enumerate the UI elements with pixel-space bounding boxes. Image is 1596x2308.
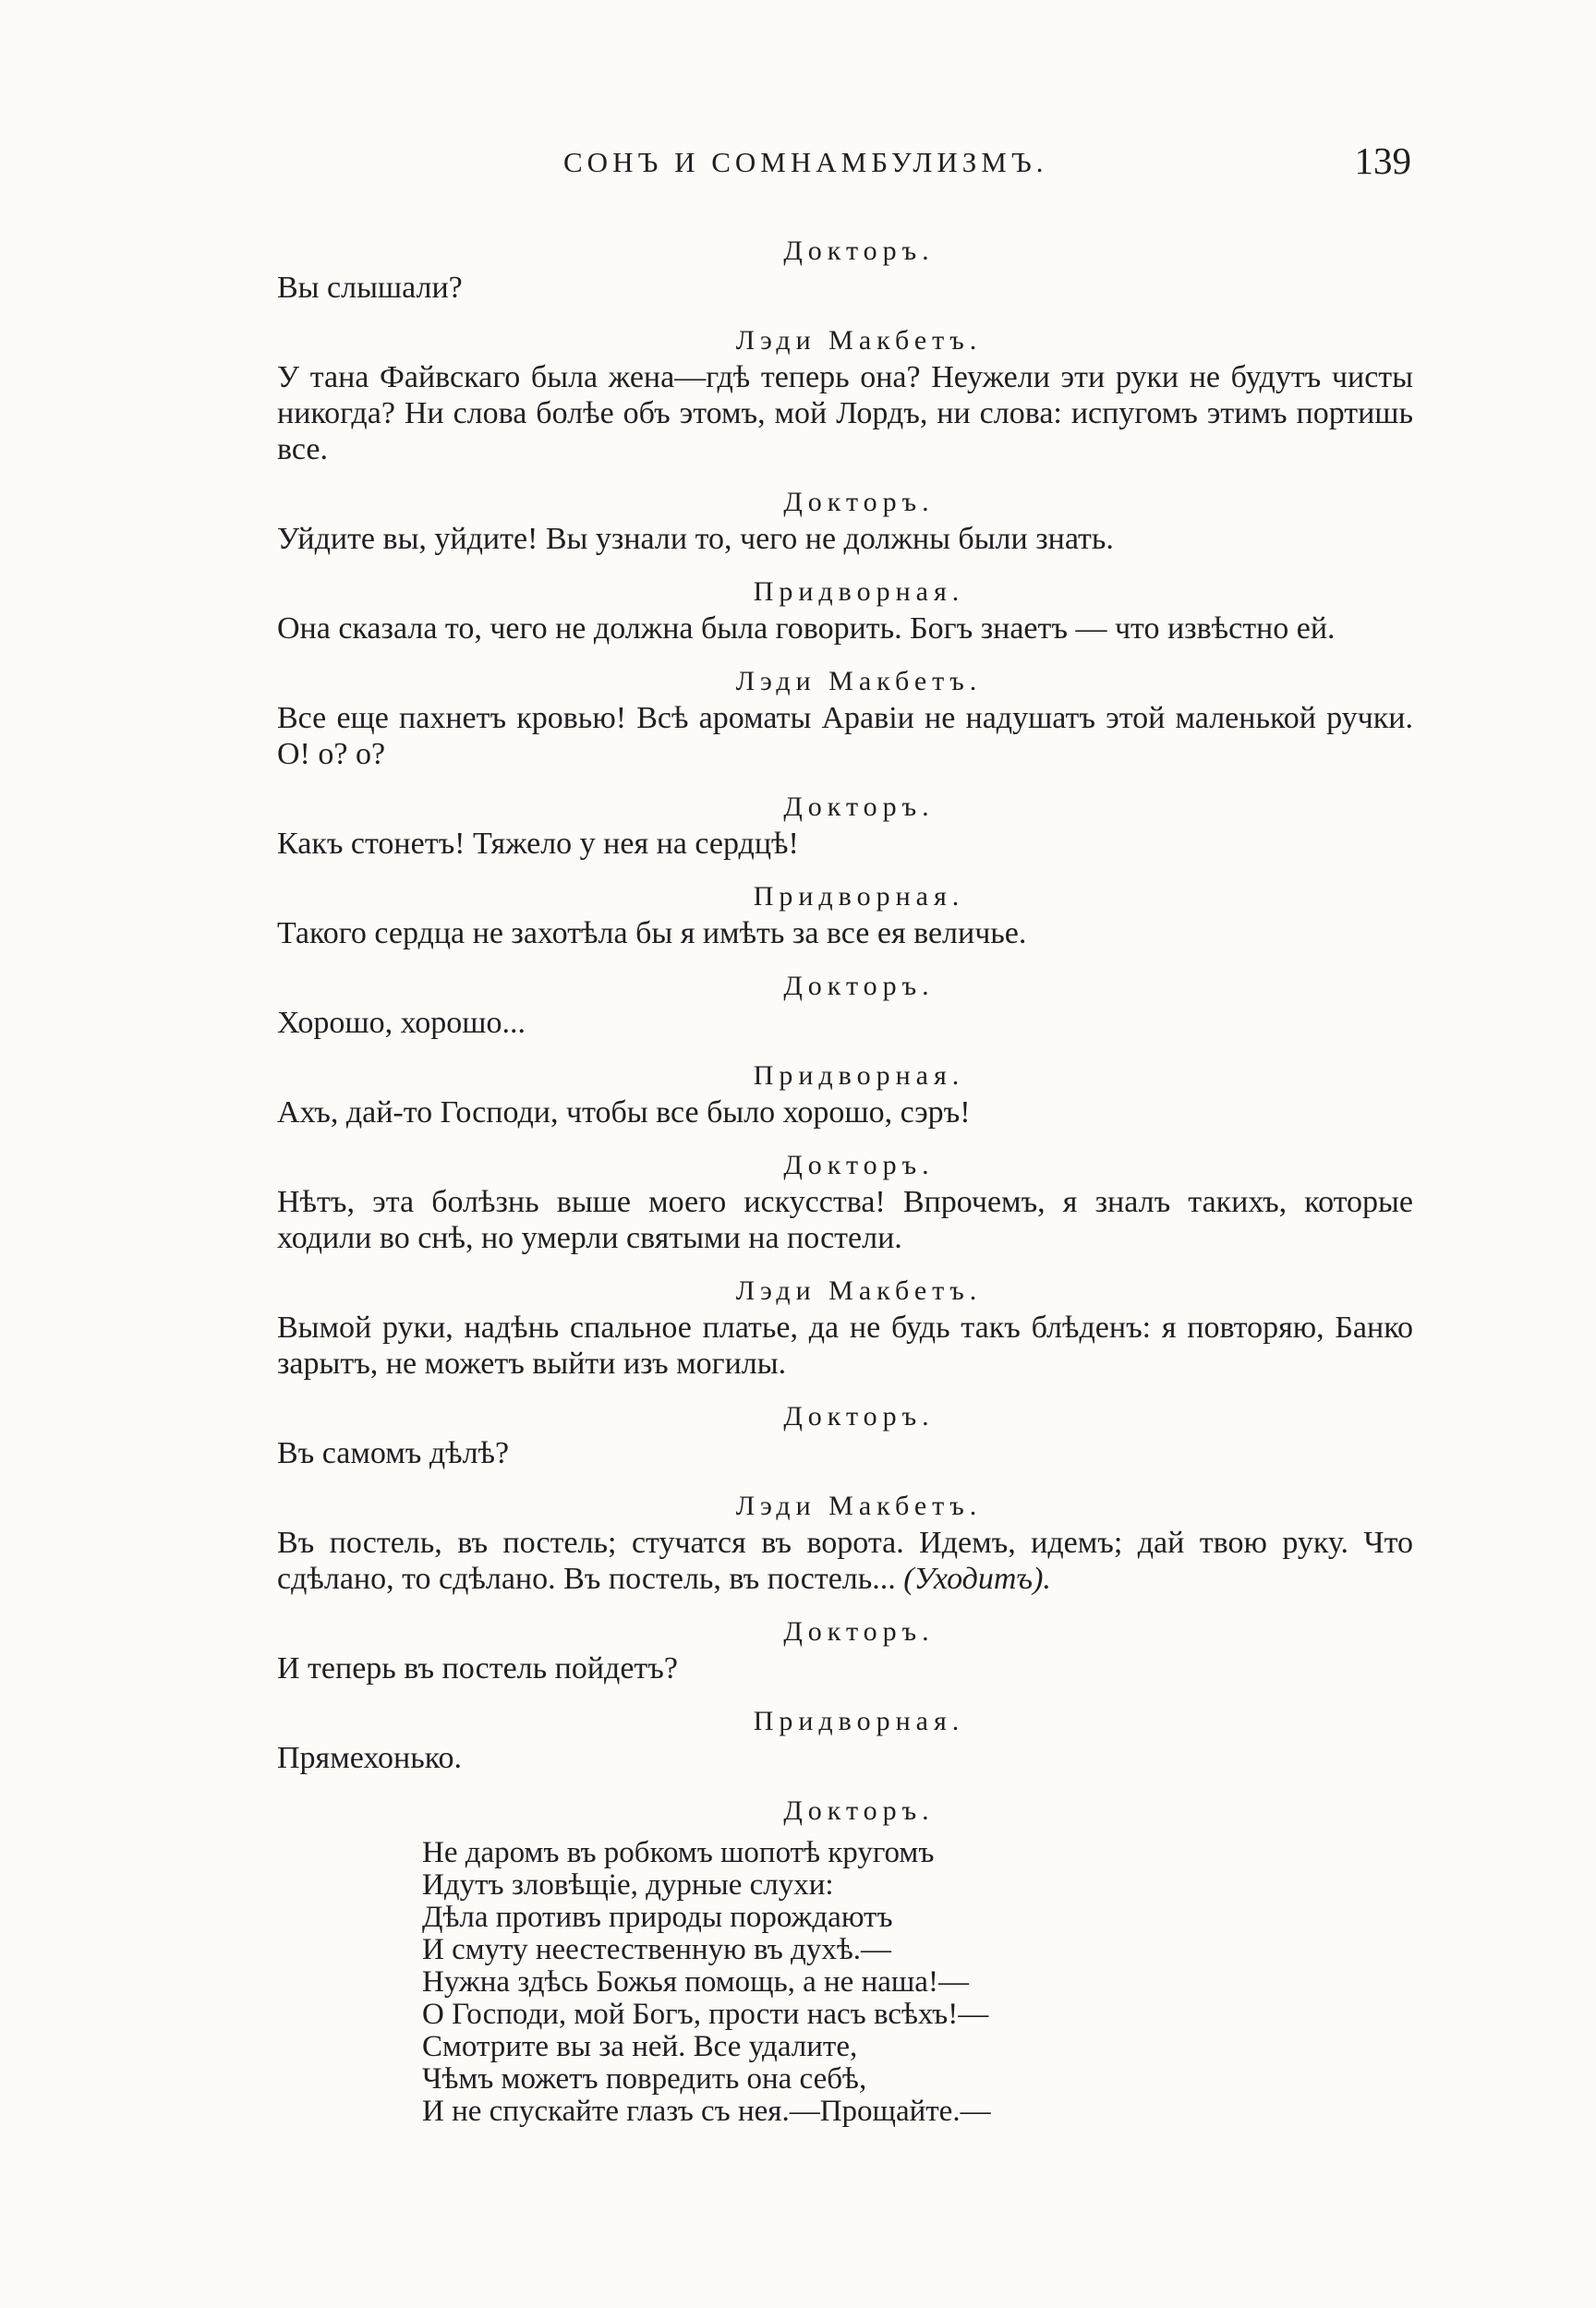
speaker-name: Докторъ. bbox=[783, 236, 935, 266]
speaker-name: Придворная. bbox=[753, 576, 965, 607]
speaker-name: Докторъ. bbox=[783, 1795, 935, 1826]
speech-line: Въ самомъ дѣлѣ? bbox=[277, 1436, 510, 1470]
verse-line: Идутъ зловѣщіе, дурные слухи: bbox=[422, 1868, 834, 1902]
verse-line: Дѣла противъ природы порождаютъ bbox=[422, 1901, 893, 1934]
dialogue-block bbox=[277, 1057, 1413, 1130]
dialogue-block bbox=[277, 1398, 1413, 1471]
speech-line: Вы слышали? bbox=[277, 271, 463, 305]
dialogue-block bbox=[277, 968, 1413, 1041]
speech-line: Хорошо, хорошо... bbox=[277, 1006, 526, 1040]
dialogue-block bbox=[277, 1613, 1413, 1686]
speech-text bbox=[277, 1005, 1413, 1041]
speech-text bbox=[277, 1435, 1413, 1471]
running-title: СОНЪ И СОМНАМБУЛИЗМЪ. bbox=[563, 146, 1048, 178]
speaker-name: Докторъ. bbox=[783, 1616, 935, 1647]
verse-line: И смуту неестественную въ духѣ.— bbox=[422, 1933, 892, 1966]
dialogue-block bbox=[277, 322, 1413, 467]
page-body bbox=[277, 233, 1413, 2128]
speech-line: Все еще пахнетъ кровью! Всѣ ароматы Аравіи не надушатъ этой маленькой ручки. О! о? о? bbox=[277, 701, 1413, 771]
speech-text bbox=[277, 270, 1413, 306]
speech-text bbox=[277, 1740, 1413, 1776]
verse-line: Нужна здѣсь Божья помощь, а не наша!— bbox=[422, 1965, 969, 1999]
speech-text bbox=[277, 1184, 1413, 1256]
speech-text bbox=[277, 359, 1413, 467]
verse-line: Смотрите вы за ней. Все удалите, bbox=[422, 2030, 858, 2063]
dialogue bbox=[277, 233, 1413, 1776]
speech-text bbox=[277, 1094, 1413, 1130]
speech-line: Какъ стонетъ! Тяжело у нея на сердцѣ! bbox=[277, 827, 799, 861]
page-number: 139 bbox=[1354, 139, 1411, 182]
dialogue-block bbox=[277, 789, 1413, 862]
dialogue-block bbox=[277, 1273, 1413, 1382]
speech-text bbox=[277, 521, 1413, 557]
speaker-name: Придворная. bbox=[753, 1706, 965, 1736]
dialogue-block bbox=[277, 233, 1413, 306]
speech-line: Уйдите вы, уйдите! Вы узнали то, чего не должны были знать. bbox=[277, 522, 1114, 556]
verse-line: Не даромъ въ робкомъ шопотѣ кругомъ bbox=[422, 1836, 935, 1869]
speaker-name: Придворная. bbox=[753, 1060, 965, 1091]
speech-text bbox=[277, 700, 1413, 772]
speaker-name: Лэди Макбетъ. bbox=[735, 1275, 983, 1306]
stage-direction: (Уходитъ). bbox=[903, 1562, 1051, 1596]
verse-line: Чѣмъ можетъ повредить она себѣ, bbox=[422, 2062, 867, 2096]
speech-line: Въ постель, въ постель; стучатся въ ворота. Идемъ, идемъ; дай твою руку. Что сдѣлано, то сдѣлано. Въ постель, въ постель... bbox=[277, 1526, 1413, 1596]
speaker-name: Лэди Макбетъ. bbox=[735, 1491, 983, 1521]
speech-text bbox=[277, 1525, 1413, 1597]
dialogue-block bbox=[277, 574, 1413, 646]
speech-text bbox=[277, 610, 1413, 646]
speaker-name: Докторъ. bbox=[783, 487, 935, 517]
dialogue-block bbox=[277, 1488, 1413, 1597]
speech-text bbox=[277, 826, 1413, 862]
speaker-name: Докторъ. bbox=[783, 1150, 935, 1180]
dialogue-block bbox=[277, 878, 1413, 951]
speech-text bbox=[277, 1310, 1413, 1382]
speech-line: Такого сердца не захотѣла бы я имѣть за все ея величье. bbox=[277, 916, 1027, 950]
speaker-name: Докторъ. bbox=[783, 971, 935, 1001]
dialogue-block bbox=[277, 663, 1413, 772]
speaker-name: Придворная. bbox=[753, 881, 965, 912]
speaker-name: Лэди Макбетъ. bbox=[735, 325, 983, 356]
speech-text bbox=[277, 1650, 1413, 1686]
speech-line: Вымой руки, надѣнь спальное платье, да не будь такъ блѣденъ: я повторяю, Банко зарытъ, не можетъ выйти изъ могилы. bbox=[277, 1311, 1413, 1381]
speaker-name: Докторъ. bbox=[783, 791, 935, 822]
speech-line: И теперь въ постель пойдетъ? bbox=[277, 1651, 678, 1686]
dialogue-block bbox=[277, 1147, 1413, 1256]
speech-line: Нѣтъ, эта болѣзнь выше моего искусства! Впрочемъ, я зналъ такихъ, которые ходили во снѣ, но умерли святыми на постели. bbox=[277, 1185, 1413, 1255]
verse-passage bbox=[422, 1837, 1413, 2128]
speech-text bbox=[277, 915, 1413, 951]
speech-line: Прямехонько. bbox=[277, 1741, 463, 1775]
page-header bbox=[277, 139, 1422, 192]
speech-line: Она сказала то, чего не должна была говорить. Богъ знаетъ — что извѣстно ей. bbox=[277, 611, 1336, 646]
speech-line: У тана Файвскаго была жена—гдѣ теперь она? Неужели эти руки не будутъ чисты никогда? Ни слова болѣе объ этомъ, мой Лордъ, ни слова: испугомъ этимъ портишь все. bbox=[277, 360, 1413, 466]
dialogue-block bbox=[277, 1703, 1413, 1776]
speaker-name: Докторъ. bbox=[783, 1401, 935, 1432]
verse-line: О Господи, мой Богъ, прости насъ всѣхъ!— bbox=[422, 1998, 989, 2031]
speech-line: Ахъ, дай-то Господи, чтобы все было хорошо, сэръ! bbox=[277, 1095, 971, 1130]
dialogue-block bbox=[277, 484, 1413, 557]
verse-line: И не спускайте глазъ съ нея.—Прощайте.— bbox=[422, 2095, 991, 2128]
speaker-name: Лэди Макбетъ. bbox=[735, 666, 983, 696]
